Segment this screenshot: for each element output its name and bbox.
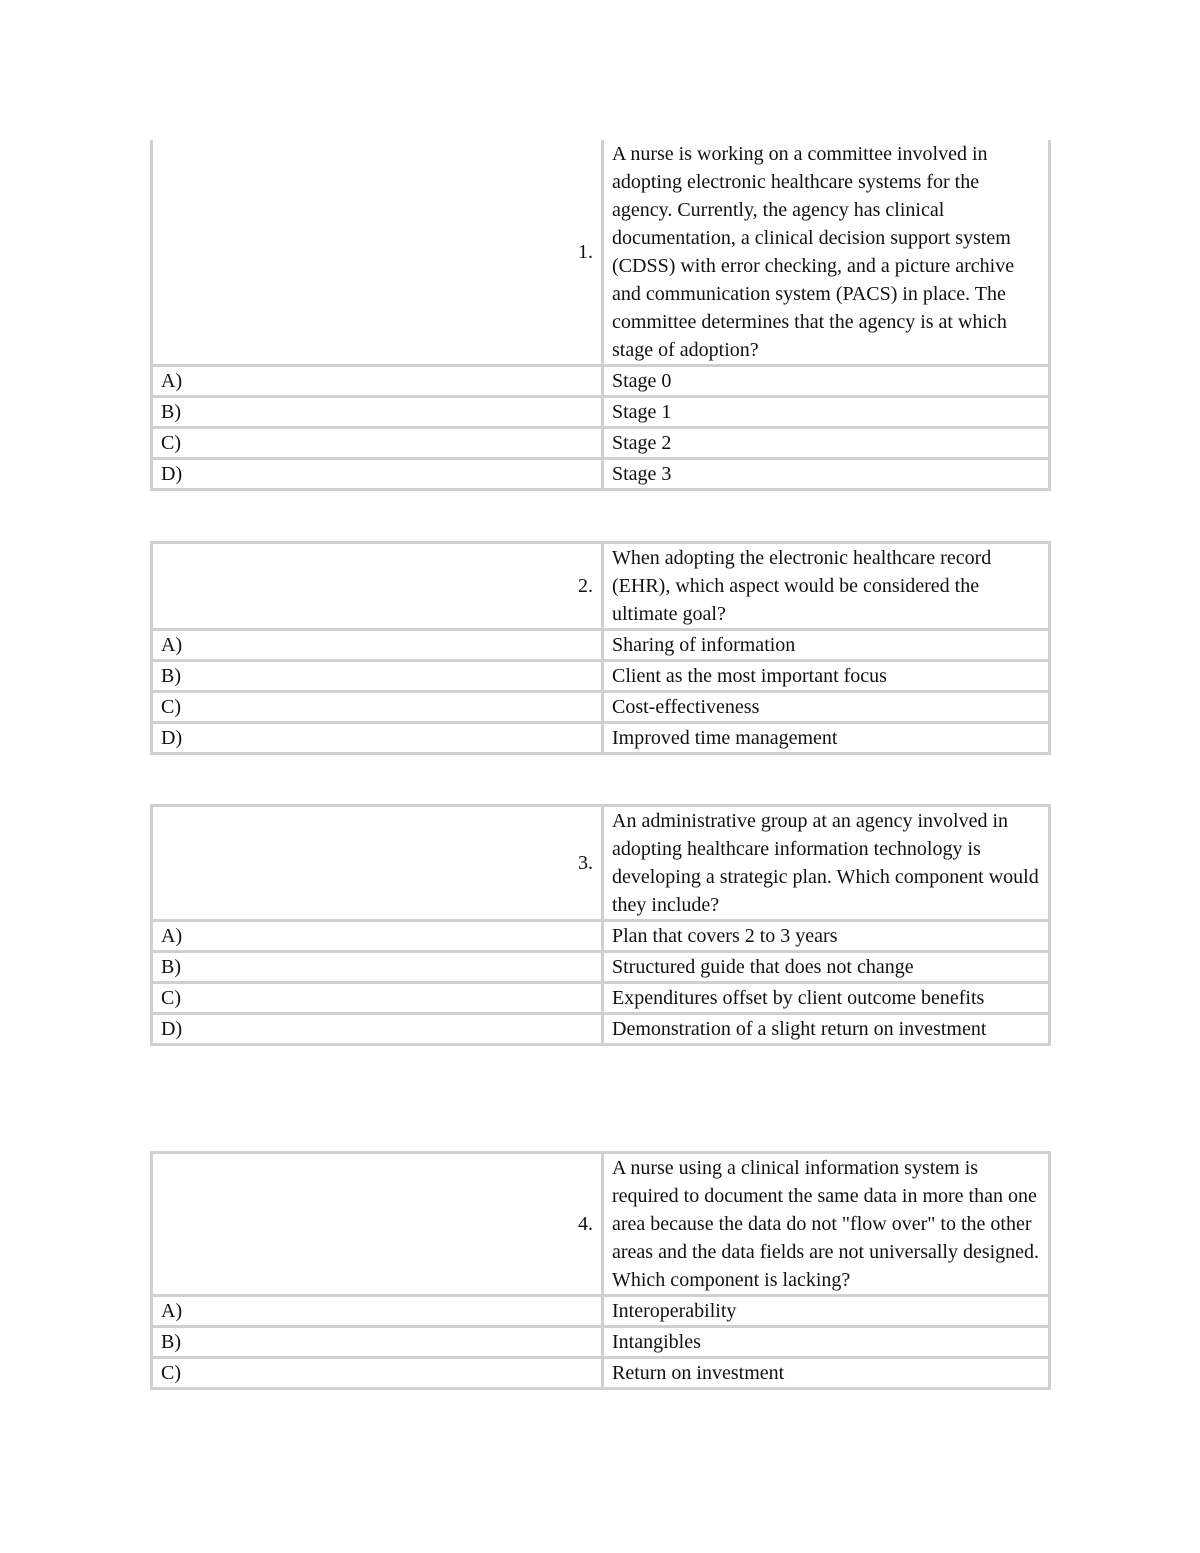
question-1-table: [150, 140, 1051, 491]
option-row: [152, 1014, 1050, 1045]
option-row: [152, 366, 1050, 397]
question-2-table: [150, 541, 1051, 755]
question-text: A nurse is working on a committee involved in adopting electronic healthcare systems for the agency. Currently, the agency has clinical documentation, a clinical decision support system (CDSS) with error checking, and a picture archive and communication system (PACS) in place. The committee determines that the agency is at which stage of adoption?: [603, 140, 1050, 366]
option-text: Expenditures offset by client outcome benefits: [603, 983, 1050, 1014]
option-text: Structured guide that does not change: [603, 952, 1050, 983]
option-row: [152, 428, 1050, 459]
option-text: Interoperability: [603, 1296, 1050, 1327]
option-letter: A): [152, 1296, 603, 1327]
option-row: [152, 723, 1050, 754]
option-text: Stage 0: [603, 366, 1050, 397]
option-letter: B): [152, 952, 603, 983]
option-row: [152, 1296, 1050, 1327]
option-text: Plan that covers 2 to 3 years: [603, 921, 1050, 952]
question-number: 3.: [152, 806, 603, 921]
option-letter: D): [152, 459, 603, 490]
option-row: [152, 692, 1050, 723]
option-row: [152, 397, 1050, 428]
option-letter: B): [152, 397, 603, 428]
question-row: [152, 543, 1050, 630]
question-text: An administrative group at an agency involved in adopting healthcare information technology is developing a strategic plan. Which component would they include?: [603, 806, 1050, 921]
option-text: Demonstration of a slight return on investment: [603, 1014, 1050, 1045]
question-4-table: [150, 1151, 1051, 1390]
option-text: Intangibles: [603, 1327, 1050, 1358]
option-letter: B): [152, 661, 603, 692]
question-row: [152, 806, 1050, 921]
option-letter: D): [152, 723, 603, 754]
option-letter: C): [152, 428, 603, 459]
option-letter: B): [152, 1327, 603, 1358]
option-text: Stage 1: [603, 397, 1050, 428]
question-row: [152, 1153, 1050, 1296]
option-row: [152, 921, 1050, 952]
option-text: Improved time management: [603, 723, 1050, 754]
option-row: [152, 661, 1050, 692]
option-row: [152, 983, 1050, 1014]
option-row: [152, 459, 1050, 490]
option-row: [152, 1358, 1050, 1389]
option-row: [152, 1327, 1050, 1358]
option-letter: A): [152, 630, 603, 661]
option-row: [152, 630, 1050, 661]
question-text: A nurse using a clinical information system is required to document the same data in more than one area because the data do not "flow over" to the other areas and the data fields are not universally designed. Which component is lacking?: [603, 1153, 1050, 1296]
option-text: Return on investment: [603, 1358, 1050, 1389]
option-text: Client as the most important focus: [603, 661, 1050, 692]
option-letter: C): [152, 983, 603, 1014]
option-letter: C): [152, 1358, 603, 1389]
question-number: 1.: [152, 140, 603, 366]
option-text: Stage 2: [603, 428, 1050, 459]
question-text: When adopting the electronic healthcare record (EHR), which aspect would be considered the ultimate goal?: [603, 543, 1050, 630]
option-text: Stage 3: [603, 459, 1050, 490]
option-row: [152, 952, 1050, 983]
option-letter: C): [152, 692, 603, 723]
question-number: 2.: [152, 543, 603, 630]
option-text: Cost-effectiveness: [603, 692, 1050, 723]
option-letter: D): [152, 1014, 603, 1045]
option-letter: A): [152, 366, 603, 397]
question-3-table: [150, 804, 1051, 1046]
option-text: Sharing of information: [603, 630, 1050, 661]
option-letter: A): [152, 921, 603, 952]
question-row: [152, 140, 1050, 366]
question-number: 4.: [152, 1153, 603, 1296]
